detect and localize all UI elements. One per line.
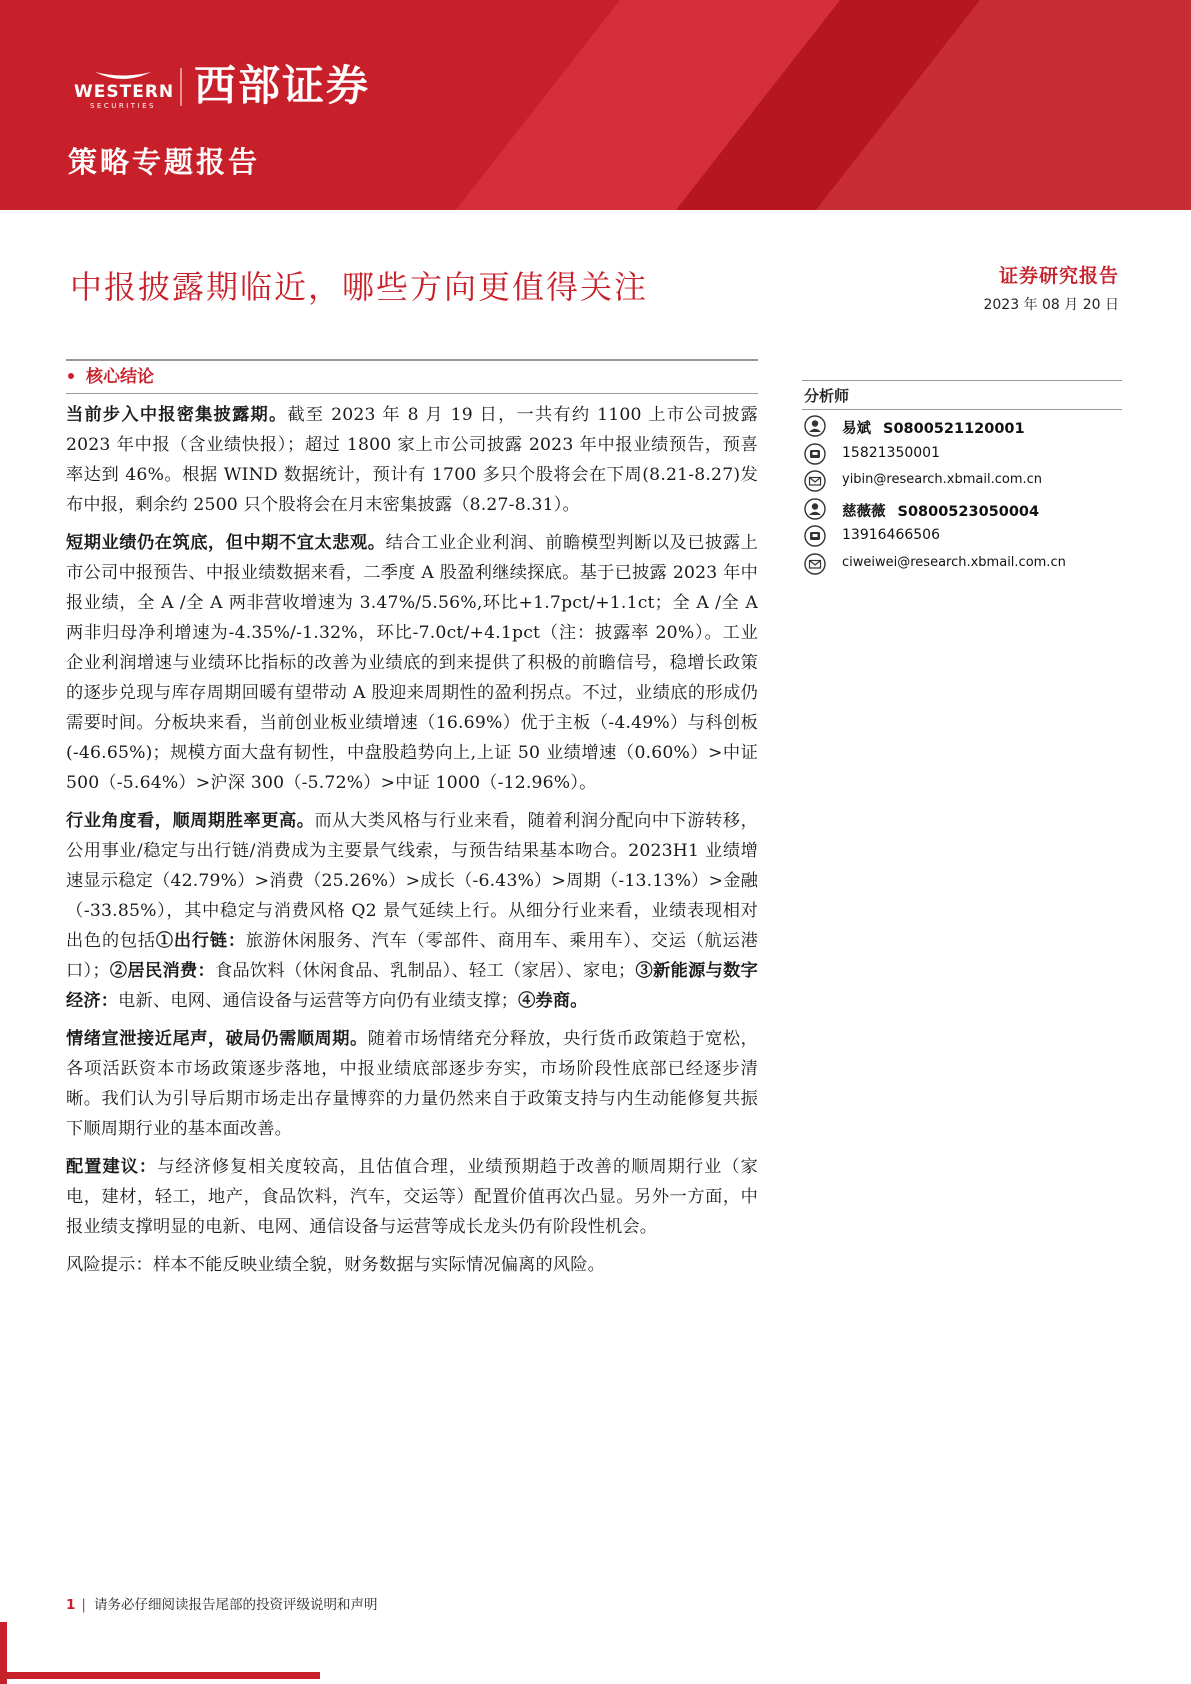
core-conclusion-section	[66, 359, 758, 1288]
doc-label: 证券研究报告	[998, 265, 1119, 287]
item-text: 电新、电网、通信设备与运营等方向仍有业绩支撑；	[118, 991, 519, 1011]
item-marker: ③新能源与数字经济：	[66, 961, 758, 1011]
paragraph-body: 随着市场情绪充分释放，央行货币政策趋于宽松，各项活跃资本市场政策逐步落地，中报业绩底部逐步夯实，市场阶段性底部已经逐步清晰。我们认为引导后期市场走出存量博弈的力量仍然来自于政策支持与内生动能修复共振下顺周期行业的基本面改善。	[66, 1029, 758, 1139]
analyst-cert: S0800521120001	[883, 421, 1025, 437]
analyst-email-row	[802, 551, 1122, 579]
paragraph-body: 而从大类风格与行业来看，随着利润分配向中下游转移，公用事业/稳定与出行链/消费成为主要景气线索，与预告结果基本吻合。2023H1 业绩增速显示稳定（42.79%）>消费（25.26%）>成长（-6.43%）>周期（-13.13%）>金融（-33.85%），其中稳定与消费风格 Q2 景气延续上行。从细分行业来看，业绩表现相对出色的包括	[66, 811, 758, 951]
analyst-name: 慈薇薇	[842, 502, 886, 520]
analyst-email[interactable]: yibin@research.xbmail.com.cn	[842, 472, 1042, 487]
paragraph-disclosure	[66, 400, 758, 520]
analyst-phone: 13916466506	[842, 527, 940, 543]
analyst-email[interactable]: ciweiwei@research.xbmail.com.cn	[842, 554, 1066, 570]
analyst-phone-row	[802, 441, 1122, 469]
analyst-email-row	[802, 468, 1122, 496]
phone-icon	[804, 525, 826, 547]
item-marker: ④券商。	[518, 991, 588, 1011]
paragraph-body: 风险提示：样本不能反映业绩全貌，财务数据与实际情况偏离的风险。	[66, 1255, 606, 1275]
section-rule	[66, 393, 758, 394]
mail-icon	[804, 553, 826, 575]
person-icon	[804, 498, 826, 520]
corner-accent	[0, 1672, 320, 1679]
footer-disclaimer: 请务必仔细阅读报告尾部的投资评级说明和声明	[93, 1597, 378, 1613]
paragraph-body: 结合工业企业利润、前瞻模型判断以及已披露上市公司中报预告、中报业绩数据来看，二季度 A 股盈利继续探底。基于已披露 2023 年中报业绩，全 A /全 A 两非营收增速为 3.47%/5.56%,环比+1.7pct/+1.1ct；全 A /全 A 两非归母净利增速为-4.35%/-1.32%，环比-7.0ct/+4.1pct（注：披露率 20%）。工业企业利润增速与业绩环比指标的改善为业绩底的到来提供了积极的前瞻信号，稳增长政策的逐步兑现与库存周期回暖有望带动 A 股迎来周期性的盈利拐点。不过，业绩底的形成仍需要时间。分板块来看，当前创业板业绩增速（16.69%）优于主板（-4.49%）与科创板(-46.65%)；规模方面大盘有韧性，中盘股趋势向上,上证 50 业绩增速（0.60%）>中证 500（-5.64%）>沪深 300（-5.72%）>中证 1000（-12.96%）。	[66, 533, 759, 793]
item-text: 食品饮料（休闲食品、乳制品）、轻工（家居）、家电；	[215, 961, 636, 981]
item-marker: ②居民消费：	[109, 961, 215, 981]
header-banner	[0, 0, 1191, 210]
logo-cn: 西部证券	[194, 61, 371, 110]
paragraph-body: 与经济修复相关度较高，且估值合理，业绩预期趋于改善的顺周期行业（家电，建材，轻工，地产，食品饮料，汽车，交运等）配置价值再次凸显。另外一方面，中报业绩支撑明显的电新、电网、通信设备与运营等成长龙头仍有阶段性机会。	[66, 1157, 758, 1237]
analyst-name-row	[802, 496, 1122, 524]
analyst-name: 易斌	[842, 420, 871, 437]
panel-rule	[802, 409, 1122, 410]
section-heading-text: 核心结论	[86, 367, 154, 387]
section-heading	[66, 361, 758, 393]
analyst-heading: 分析师	[804, 387, 850, 405]
paragraph-risk	[66, 1250, 758, 1280]
paragraph-allocation	[66, 1152, 758, 1242]
logo-divider	[180, 68, 182, 106]
paragraph-lead: 情绪宣泄接近尾声，破局仍需顺周期。	[66, 1029, 368, 1049]
paragraph-body: 截至 2023 年 8 月 19 日，一共有约 1100 上市公司披露 2023 年中报（含业绩快报）；超过 1800 家上市公司披露 2023 年中报业绩预告，预喜率达到 46%。根据 WIND 数据统计，预计有 1700 多只个股将会在下周(8.21-8.27)发布中报，剩余约 2500 只个股将会在月末密集披露（8.27-8.31）。	[66, 405, 759, 515]
phone-icon	[804, 443, 826, 465]
mail-icon	[804, 470, 826, 492]
analyst-phone: 15821350001	[842, 444, 940, 461]
logo-en-sub: SECURITIES	[89, 102, 156, 110]
paragraph-lead: 行业角度看，顺周期胜率更高。	[66, 811, 315, 831]
item-text: 旅游休闲服务、汽车（零部件、商用车、乘用车）、交运（航运港口）；	[66, 931, 758, 981]
report-type: 策略专题报告	[68, 145, 261, 179]
analyst-cert: S0800523050004	[897, 503, 1040, 520]
paragraph-lead: 当前步入中报密集披露期。	[66, 405, 288, 425]
logo-western	[74, 70, 175, 111]
item-marker: ①出行链：	[155, 931, 246, 951]
paragraph-lead: 短期业绩仍在筑底，但中期不宜太悲观。	[66, 533, 386, 553]
report-date: 2023 年 08 月 20 日	[983, 297, 1119, 313]
analyst-phone-row	[802, 523, 1122, 551]
analyst-panel	[802, 380, 1122, 578]
page-footer	[66, 1593, 377, 1613]
paragraph-earnings	[66, 528, 758, 798]
page-number: 1	[66, 1597, 76, 1613]
person-icon	[804, 415, 826, 437]
bullet-icon	[68, 373, 74, 379]
footer-separator: |	[81, 1597, 86, 1613]
analyst-name-row	[802, 413, 1122, 441]
paragraph-lead: 配置建议：	[66, 1157, 158, 1177]
page-title: 中报披露期临近，哪些方向更值得关注	[70, 268, 649, 306]
paragraph-sentiment	[66, 1024, 758, 1144]
logo-en-name: WESTERN	[74, 82, 175, 102]
paragraph-industry	[66, 806, 758, 1016]
